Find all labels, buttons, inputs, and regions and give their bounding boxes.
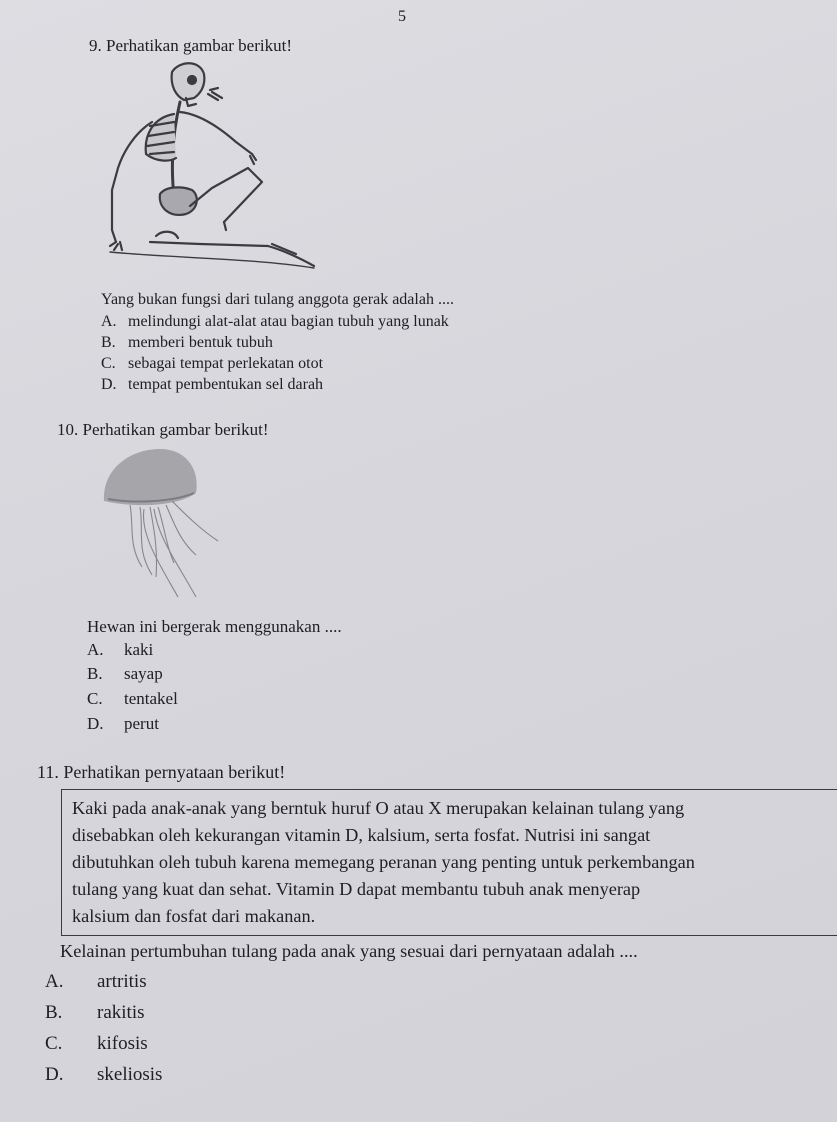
option-label: A. <box>87 640 104 659</box>
option-label: B. <box>87 664 103 683</box>
option-label: D. <box>101 376 117 393</box>
q11-question: Kelainan pertumbuhan tulang pada anak yang sesuai dari pernyataan adalah .... <box>60 941 638 961</box>
option-text: rakitis <box>97 1002 145 1023</box>
q11-option-b <box>45 1002 145 1024</box>
page-number: 5 <box>398 8 406 25</box>
q11-passage-line: disebabkan oleh kekurangan vitamin D, kalsium, serta fosfat. Nutrisi ini sangat <box>72 825 651 845</box>
q10-option-c <box>87 689 178 709</box>
option-text: perut <box>124 714 159 733</box>
option-text: tempat pembentukan sel darah <box>128 376 324 393</box>
q11-option-d <box>45 1064 162 1086</box>
option-text: melindungi alat-alat atau bagian tubuh yang lunak <box>128 313 449 330</box>
option-text: memberi bentuk tubuh <box>128 334 273 351</box>
q9-option-d <box>101 376 323 394</box>
q11-option-a <box>45 971 147 993</box>
q10-option-d <box>87 714 159 734</box>
option-text: kifosis <box>97 1033 148 1054</box>
q11-passage-line: tulang yang kuat dan sehat. Vitamin D dapat membantu tubuh anak menyerap <box>72 879 641 899</box>
option-label: D. <box>87 714 104 733</box>
q9-title: 9. Perhatikan gambar berikut! <box>89 36 292 55</box>
q11-title: 11. Perhatikan pernyataan berikut! <box>37 762 286 782</box>
option-label: B. <box>45 1002 63 1023</box>
q11-option-c <box>45 1033 148 1055</box>
option-text: skeliosis <box>97 1064 163 1085</box>
option-text: artritis <box>97 971 147 992</box>
option-label: A. <box>101 313 117 330</box>
option-label: C. <box>101 355 116 372</box>
q9-question: Yang bukan fungsi dari tulang anggota gerak adalah .... <box>101 291 454 308</box>
option-label: C. <box>87 689 103 708</box>
option-label: B. <box>101 334 116 351</box>
q11-passage-line: kalsium dan fosfat dari makanan. <box>72 906 316 926</box>
q11-passage-line: dibutuhkan oleh tubuh karena memegang peranan yang penting untuk perkembangan <box>72 852 695 872</box>
q9-option-c <box>101 355 323 373</box>
q9-option-b <box>101 334 273 352</box>
q10-title: 10. Perhatikan gambar berikut! <box>57 420 269 439</box>
q10-question: Hewan ini bergerak menggunakan .... <box>87 617 342 636</box>
option-text: sebagai tempat perlekatan otot <box>128 355 324 372</box>
option-label: A. <box>45 971 64 992</box>
option-text: sayap <box>124 664 163 683</box>
q9-option-a <box>101 313 449 331</box>
q10-option-a <box>87 640 153 660</box>
option-text: tentakel <box>124 689 178 708</box>
option-label: C. <box>45 1033 63 1054</box>
jellyfish-figure <box>100 445 225 605</box>
q11-passage-line: Kaki pada anak-anak yang berntuk huruf O atau X merupakan kelainan tulang yang <box>72 798 685 818</box>
option-label: D. <box>45 1064 64 1085</box>
q10-option-b <box>87 664 163 684</box>
option-text: kaki <box>124 640 154 659</box>
skeleton-figure <box>100 58 322 273</box>
